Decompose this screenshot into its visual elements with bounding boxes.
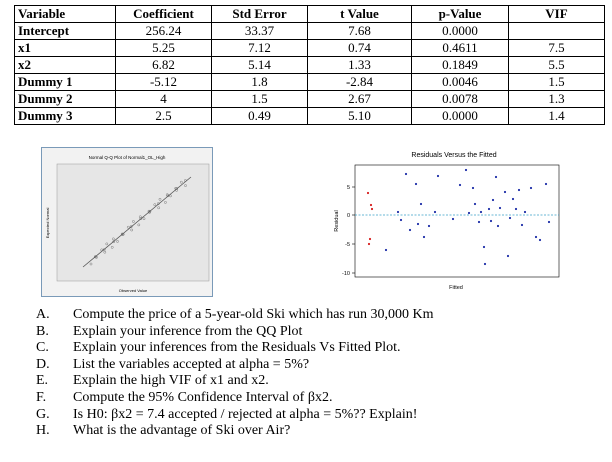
residual-point <box>474 203 476 205</box>
question-item <box>36 357 434 374</box>
residual-point <box>417 223 419 225</box>
residual-plot-area <box>355 165 559 277</box>
header-coefficient: Coefficient <box>116 6 212 23</box>
residual-point <box>465 169 467 171</box>
residual-point <box>548 221 550 223</box>
residual-point <box>367 192 369 194</box>
residual-point <box>497 225 499 227</box>
residual-point <box>484 263 486 265</box>
question-text: Explain your inferences from the Residuals Vs Fitted Plot. <box>73 340 401 356</box>
residual-point <box>521 224 523 226</box>
question-letter: A. <box>36 307 50 322</box>
question-letter: E. <box>36 373 49 389</box>
residual-point <box>515 208 517 210</box>
question-item <box>36 373 434 390</box>
qq-plot-title: Normal Q-Q Plot of Normal1_OL_High <box>88 155 166 160</box>
residual-point <box>478 221 480 223</box>
residual-point <box>507 255 509 257</box>
cell-coefficient: 5.25 <box>116 40 212 57</box>
table-row <box>15 23 605 40</box>
question-letter: D. <box>36 356 50 372</box>
cell-std-error: 5.14 <box>212 57 308 74</box>
table-row <box>15 40 605 57</box>
table-header-row <box>15 6 605 23</box>
residual-point <box>437 175 439 177</box>
cell-variable: Intercept <box>15 23 116 40</box>
residual-point <box>480 211 482 213</box>
residual-point <box>385 249 387 251</box>
regression-table <box>14 5 605 125</box>
y-tick-label-5: 5 <box>346 185 350 191</box>
y-tick-label-minus-10: -10 <box>342 271 350 277</box>
residual-point <box>459 184 461 186</box>
question-text: Compute the price of a 5-year-old Ski which has run 30,000 Km <box>73 307 434 322</box>
residual-point <box>509 217 511 219</box>
cell-std-error: 1.8 <box>212 74 308 91</box>
cell-vif: 5.5 <box>509 57 605 74</box>
question-item <box>36 423 434 440</box>
question-text: Is H0: βx2 = 7.4 accepted / rejected at alpha = 5%?? Explain! <box>73 406 418 422</box>
residual-point <box>368 243 370 245</box>
cell-t-value: -2.84 <box>308 74 412 91</box>
residual-point <box>524 211 526 213</box>
question-text: Explain your inference from the QQ Plot <box>73 323 303 339</box>
residual-point <box>490 220 492 222</box>
y-tick-label-0: 0 <box>346 213 350 219</box>
residual-plot-ylabel: Residual <box>334 210 340 232</box>
question-item <box>36 324 434 341</box>
cell-coefficient: 256.24 <box>116 23 212 40</box>
cell-variable: Dummy 3 <box>15 108 116 125</box>
question-item <box>36 407 434 424</box>
cell-std-error: 1.5 <box>212 91 308 108</box>
residual-point <box>434 211 436 213</box>
residual-point <box>409 229 411 231</box>
residual-point <box>530 187 532 189</box>
cell-coefficient: -5.12 <box>116 74 212 91</box>
residual-point <box>415 183 417 185</box>
question-text: Explain the high VIF of x1 and x2. <box>73 373 269 389</box>
residual-point <box>468 212 470 214</box>
residual-plot-xlabel: Fitted <box>449 285 463 291</box>
cell-vif: 1.4 <box>509 108 605 125</box>
cell-variable: x1 <box>15 40 116 57</box>
cell-t-value: 5.10 <box>308 108 412 125</box>
cell-coefficient: 6.82 <box>116 57 212 74</box>
question-text: List the variables accepted at alpha = 5%? <box>73 356 310 372</box>
residual-point <box>428 225 430 227</box>
residual-point <box>405 173 407 175</box>
residual-point <box>397 211 399 213</box>
question-letter: B. <box>36 323 49 339</box>
y-tick-label-minus-5: -5 <box>345 242 350 248</box>
table-row <box>15 108 605 125</box>
question-letter: C. <box>36 340 49 356</box>
residual-point <box>499 207 501 209</box>
cell-p-value: 0.0000 <box>412 108 509 125</box>
cell-vif: 1.5 <box>509 74 605 91</box>
residual-point <box>371 208 373 210</box>
cell-vif <box>509 23 605 40</box>
residual-point <box>369 238 371 240</box>
cell-t-value: 7.68 <box>308 23 412 40</box>
cell-vif: 7.5 <box>509 40 605 57</box>
residual-point <box>512 198 514 200</box>
question-text: What is the advantage of Ski over Air? <box>73 423 291 439</box>
residual-point <box>495 176 497 178</box>
table-row <box>15 57 605 74</box>
residual-plot-title: Residuals Versus the Fitted <box>411 152 497 159</box>
header-vif: VIF <box>509 6 605 23</box>
residual-point <box>545 183 547 185</box>
cell-std-error: 0.49 <box>212 108 308 125</box>
cell-p-value: 0.1849 <box>412 57 509 74</box>
question-letter: H. <box>36 423 50 439</box>
header-p-value: p-Value <box>412 6 509 23</box>
residual-point <box>488 208 490 210</box>
cell-std-error: 7.12 <box>212 40 308 57</box>
residual-point <box>452 218 454 220</box>
residual-point <box>492 199 494 201</box>
cell-variable: Dummy 1 <box>15 74 116 91</box>
question-letter: F. <box>36 389 47 405</box>
cell-t-value: 1.33 <box>308 57 412 74</box>
residual-point <box>539 239 541 241</box>
cell-coefficient: 2.5 <box>116 108 212 125</box>
cell-std-error: 33.37 <box>212 23 308 40</box>
residual-point <box>420 203 422 205</box>
cell-t-value: 0.74 <box>308 40 412 57</box>
residual-point <box>518 189 520 191</box>
qq-plot-ylabel: Expected Normal <box>45 207 50 239</box>
residual-point <box>504 191 506 193</box>
qq-plot <box>41 147 213 297</box>
question-list <box>36 307 434 440</box>
residual-point <box>423 236 425 238</box>
cell-vif: 1.3 <box>509 91 605 108</box>
question-text: Compute the 95% Confidence Interval of βx2. <box>73 389 333 405</box>
table-row <box>15 74 605 91</box>
residual-plot <box>326 146 564 296</box>
header-t-value: t Value <box>308 6 412 23</box>
header-variable: Variable <box>15 6 116 23</box>
cell-variable: x2 <box>15 57 116 74</box>
cell-t-value: 2.67 <box>308 91 412 108</box>
question-item <box>36 307 434 324</box>
residual-point <box>472 187 474 189</box>
cell-coefficient: 4 <box>116 91 212 108</box>
residual-point <box>483 246 485 248</box>
residual-point <box>370 204 372 206</box>
cell-p-value: 0.4611 <box>412 40 509 57</box>
cell-p-value: 0.0078 <box>412 91 509 108</box>
table-row <box>15 91 605 108</box>
question-letter: G. <box>36 406 50 422</box>
residual-point <box>535 236 537 238</box>
cell-p-value: 0.0000 <box>412 23 509 40</box>
cell-variable: Dummy 2 <box>15 91 116 108</box>
question-item <box>36 390 434 407</box>
cell-p-value: 0.0046 <box>412 74 509 91</box>
residual-point <box>400 219 402 221</box>
qq-plot-xlabel: Observed Value <box>118 288 148 293</box>
header-std-error: Std Error <box>212 6 308 23</box>
question-item <box>36 340 434 357</box>
